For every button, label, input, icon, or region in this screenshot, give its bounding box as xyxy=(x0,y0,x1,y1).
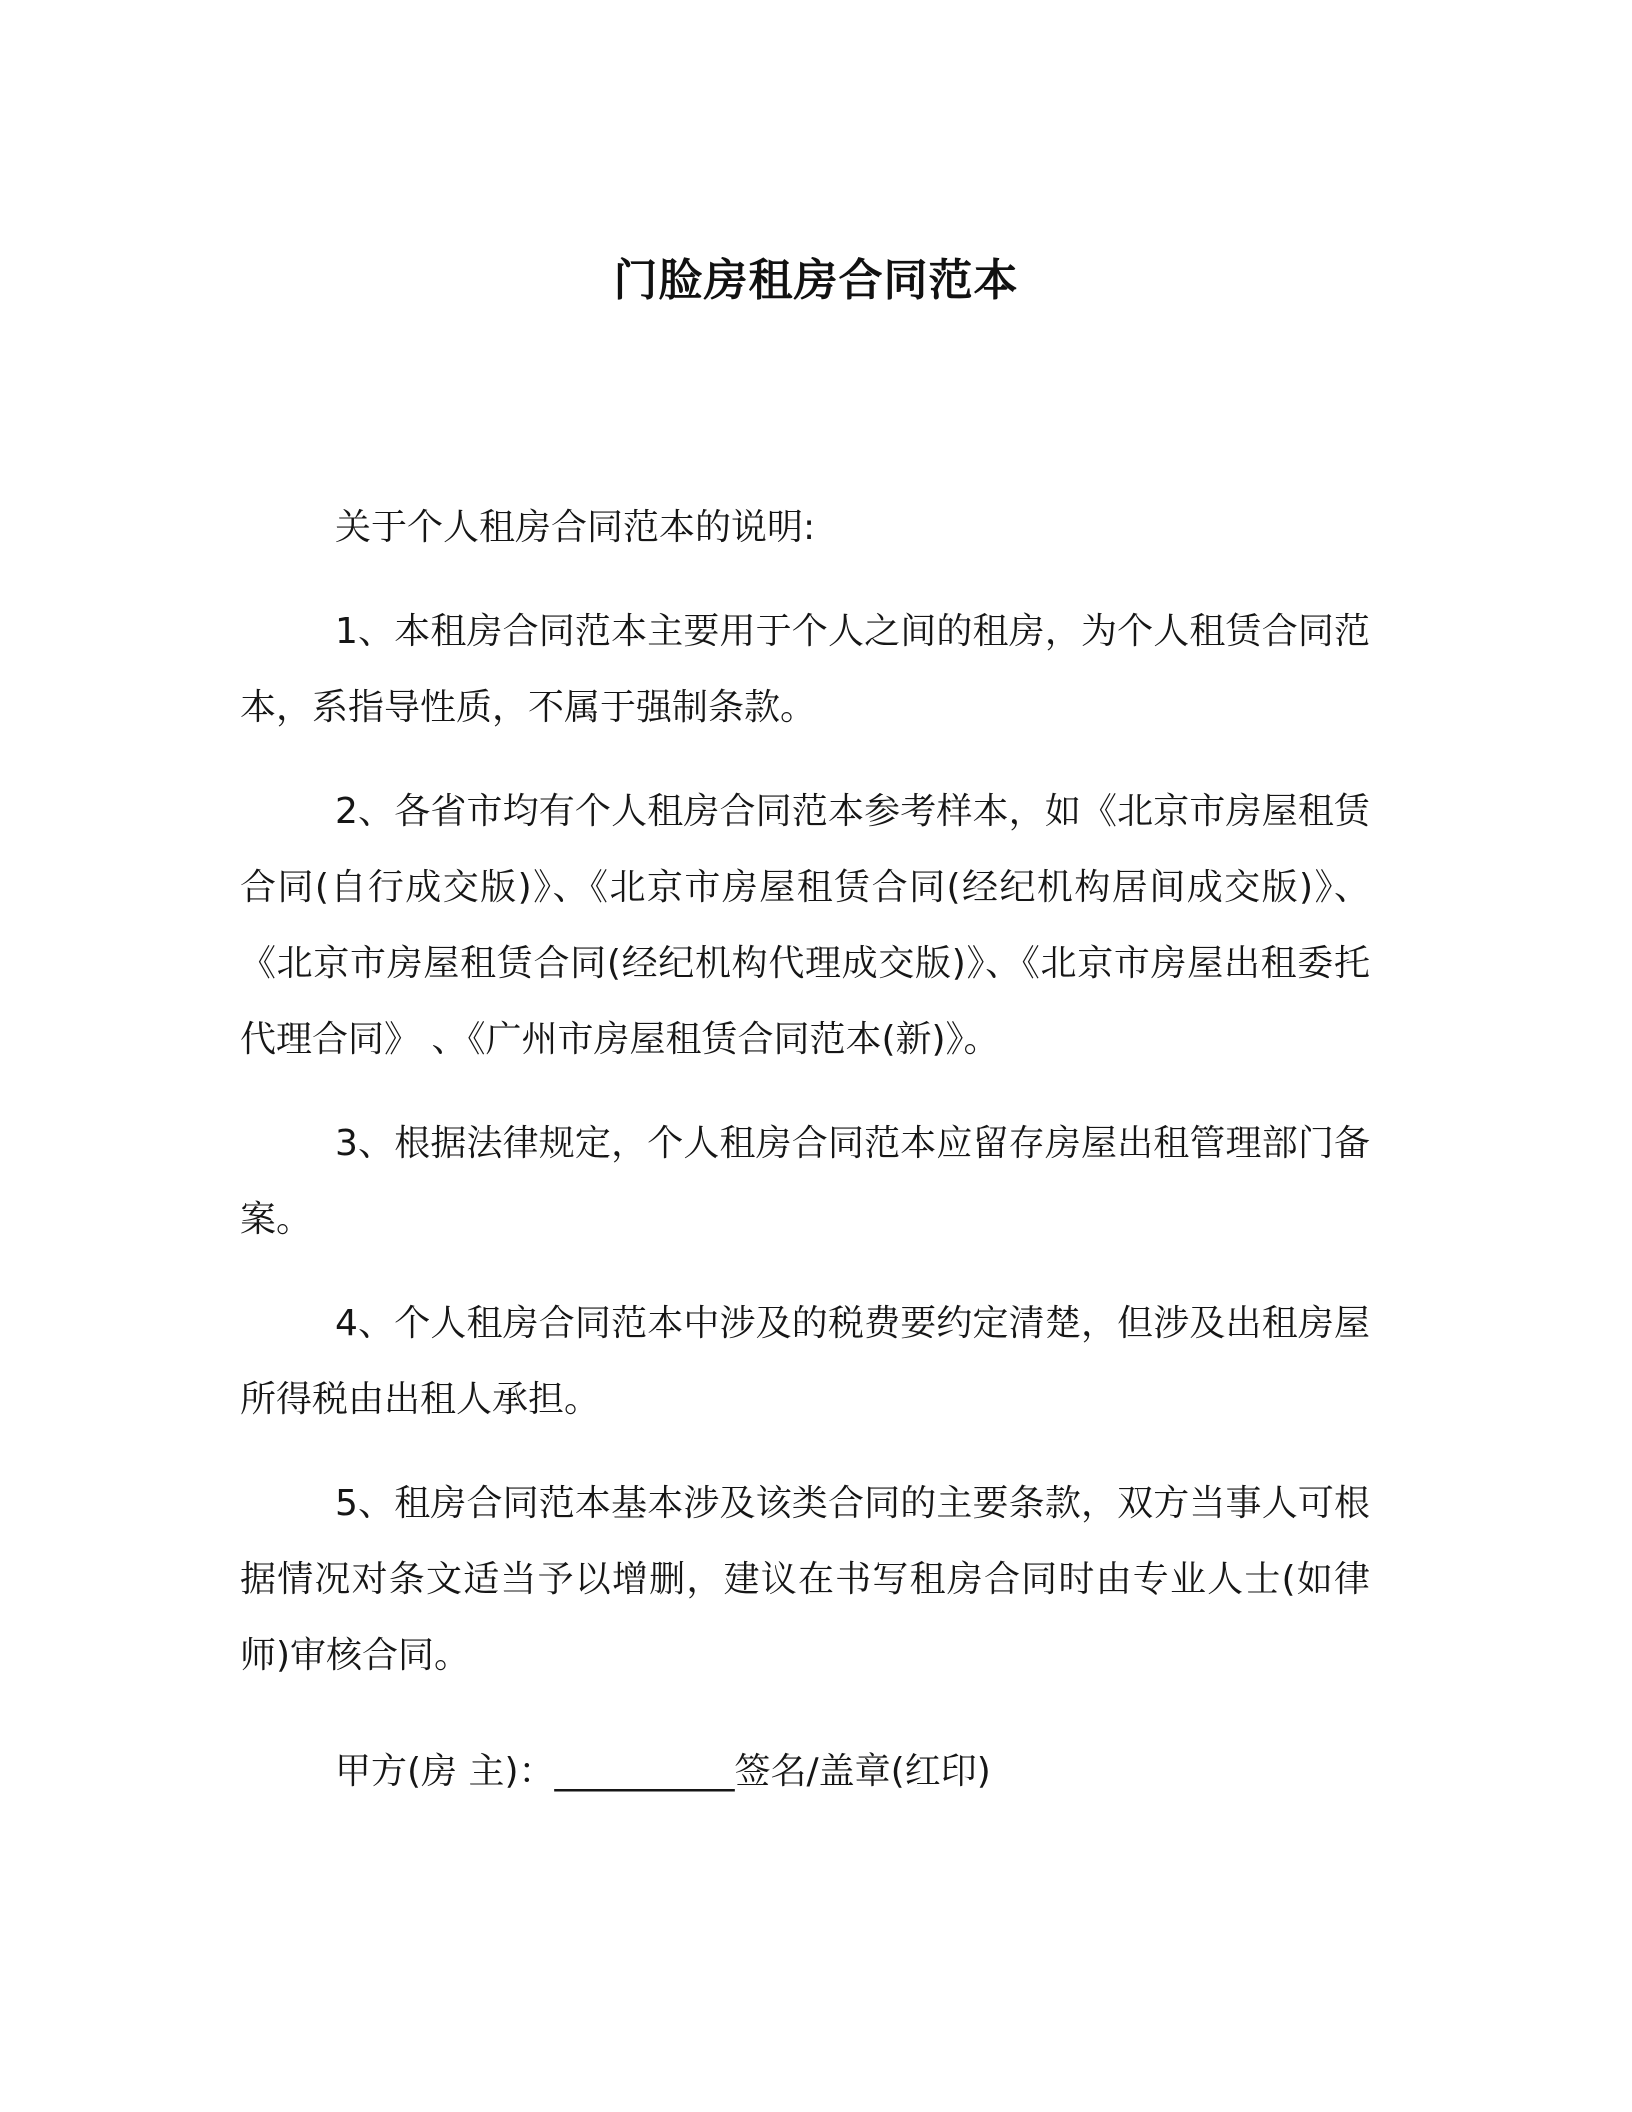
signature-line: 甲方(房 主)：__________签名/盖章(红印) xyxy=(335,1751,991,1792)
item-paragraph-1: 1、本租房合同范本主要用于个人之间的租房，为个人租赁合同范本，系指导性质，不属于强制条款。 xyxy=(240,611,1370,728)
document-body xyxy=(240,490,1370,1846)
item-paragraph-3: 3、根据法律规定，个人租房合同范本应留存房屋出租管理部门备案。 xyxy=(240,1123,1370,1240)
document-title: 门脸房租房合同范本 xyxy=(613,255,1019,307)
item-paragraph-2: 2、各省市均有个人租房合同范本参考样本，如《北京市房屋租赁合同(自行成交版)》、《北京市房屋租赁合同(经纪机构居间成交版)》、《北京市房屋租赁合同(经纪机构代理成交版)》、《北京市房屋出租委托代理合同》 、《广州市房屋租赁合同范本(新)》。 xyxy=(240,791,1370,1060)
item-paragraph-4: 4、个人租房合同范本中涉及的税费要约定清楚，但涉及出租房屋所得税由出租人承担。 xyxy=(240,1303,1370,1420)
item-paragraph-5: 5、租房合同范本基本涉及该类合同的主要条款，双方当事人可根据情况对条文适当予以增删，建议在书写租房合同时由专业人士(如律师)审核合同。 xyxy=(240,1483,1370,1676)
intro-paragraph: 关于个人租房合同范本的说明: xyxy=(335,507,816,548)
